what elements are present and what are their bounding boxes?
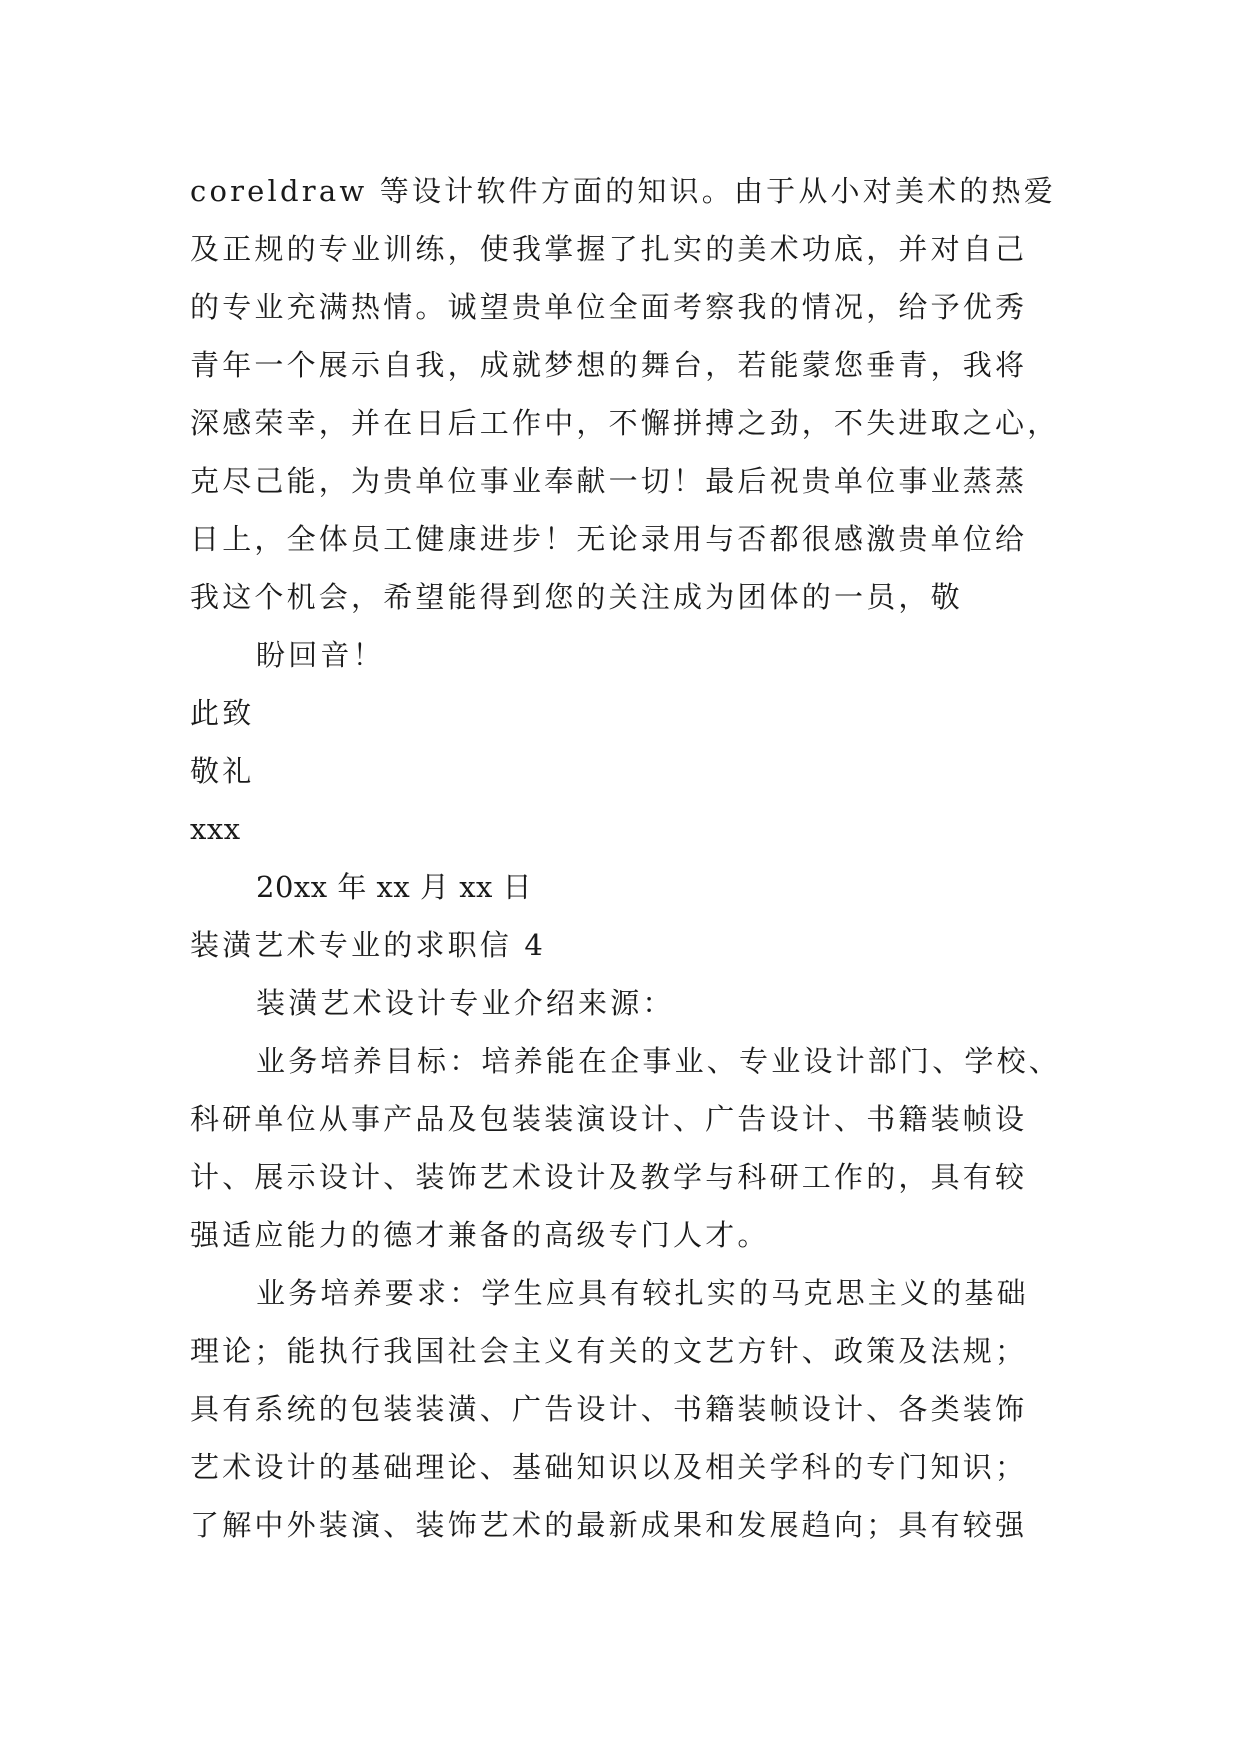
body-line: 了解中外装演、装饰艺术的最新成果和发展趋向；具有较强: [190, 1508, 1028, 1542]
body-line: 的专业充满热情。诚望贵单位全面考察我的情况，给予优秀: [190, 290, 1028, 324]
body-line: 强适应能力的德才兼备的高级专门人才。: [190, 1218, 770, 1252]
body-line: 深感荣幸，并在日后工作中，不懈拼搏之劲，不失进取之心，: [190, 406, 1060, 440]
document-body: [190, 162, 1060, 1554]
body-line: 艺术设计的基础理论、基础知识以及相关学科的专门知识；: [190, 1450, 1028, 1484]
signature-date: 20xx 年 xx 月 xx 日: [256, 870, 533, 904]
body-line: 计、展示设计、装饰艺术设计及教学与科研工作的，具有较: [190, 1160, 1028, 1194]
body-line: 业务培养要求：学生应具有较扎实的马克思主义的基础: [256, 1276, 1029, 1310]
section-title: 装潢艺术专业的求职信 4: [190, 928, 547, 962]
signature-name: xxx: [190, 812, 241, 846]
salutation-line: 敬礼: [190, 754, 255, 788]
closing-line: 盼回音！: [256, 638, 385, 672]
body-line: 日上，全体员工健康进步！无论录用与否都很感激贵单位给: [190, 522, 1028, 556]
body-line: coreldraw 等设计软件方面的知识。由于从小对美术的热爱: [190, 174, 1056, 208]
body-line: 我这个机会，希望能得到您的关注成为团体的一员，敬: [190, 580, 963, 614]
paragraph-heading: 装潢艺术设计专业介绍来源：: [256, 986, 675, 1020]
salutation-line: 此致: [190, 696, 255, 730]
body-line: 业务培养目标：培养能在企事业、专业设计部门、学校、: [256, 1044, 1062, 1078]
body-line: 克尽己能，为贵单位事业奉献一切！最后祝贵单位事业蒸蒸: [190, 464, 1028, 498]
body-line: 理论；能执行我国社会主义有关的文艺方针、政策及法规；: [190, 1334, 1028, 1368]
body-line: 具有系统的包装装潢、广告设计、书籍装帧设计、各类装饰: [190, 1392, 1028, 1426]
body-line: 及正规的专业训练，使我掌握了扎实的美术功底，并对自己: [190, 232, 1028, 266]
body-line: 青年一个展示自我，成就梦想的舞台，若能蒙您垂青，我将: [190, 348, 1028, 382]
body-line: 科研单位从事产品及包装装演设计、广告设计、书籍装帧设: [190, 1102, 1028, 1136]
